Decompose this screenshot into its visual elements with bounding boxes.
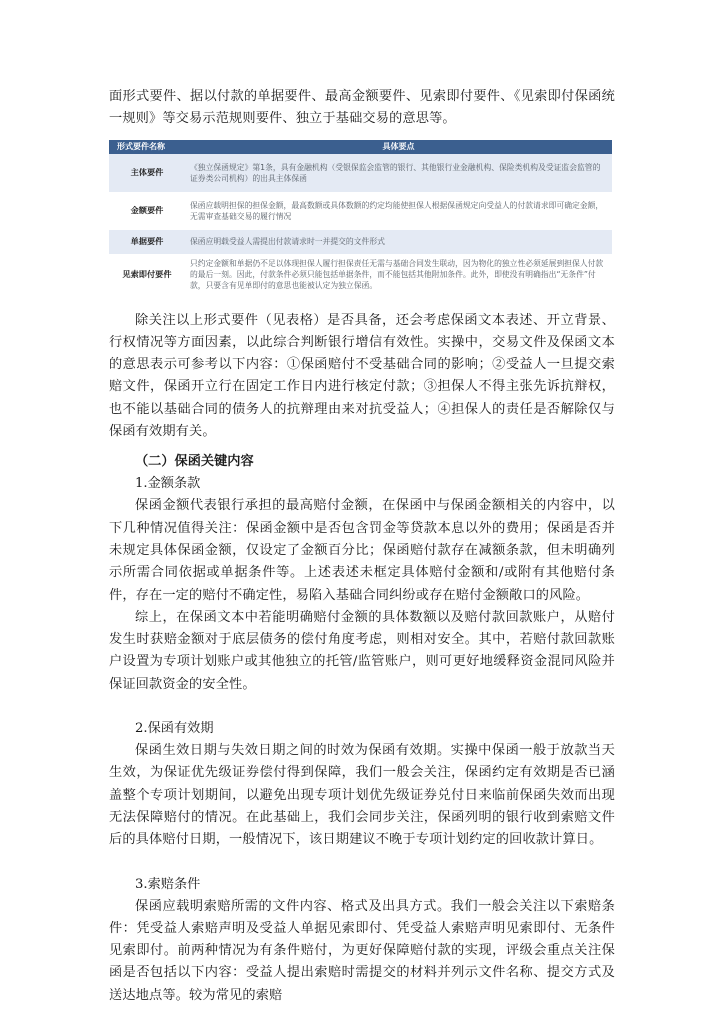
- row-name: 主体要件: [109, 154, 185, 192]
- sub3-paragraph-1: 保函应载明索赔所需的文件内容、格式及出具方式。我们一般会关注以下索赔条件：凭受益人索赔声明及受益人单据见索即付、凭受益人索赔声明见索即付、无条件见索即付。前两种情况为有条件赔付，为更好保障赔付款的实现，评级会重点关注保函是否包括以下内容：受益人提出索赔时需提交的材料并列示文件名称、提交方式及送达地点等。较为常见的索赔: [109, 898, 615, 1003]
- sub3-title: 3.索赔条件: [135, 876, 201, 892]
- requirements-table: [109, 140, 612, 296]
- table-row: [109, 254, 612, 296]
- sub1-title: 1.金额条款: [135, 476, 201, 492]
- table-row: [109, 154, 612, 192]
- row-detail: 保函应明载受益人需提出付款请求时一并提交的文件形式: [185, 230, 612, 254]
- table-header-row: [109, 140, 612, 154]
- table-row: [109, 192, 612, 230]
- spacer: [109, 696, 615, 718]
- sub2-title: 2.保函有效期: [135, 721, 214, 737]
- row-detail: 保函应载明担保的担保金额，最高数额或具体数额的约定均能使担保人根据保函规定向受益人的付款请求即可确定金额，无需审查基础交易的履行情况: [185, 192, 612, 230]
- intro-paragraph: 面形式要件、据以付款的单据要件、最高金额要件、见索即付要件、《见索即付保函统一规则》等交易示范规则要件、独立于基础交易的意思等。: [109, 89, 615, 127]
- header-requirement-name: 形式要件名称: [109, 140, 185, 154]
- sub1-paragraph-2: 综上，在保函文本中若能明确赔付金额的具体数额以及赔付款回款账户，从赔付发生时获赔金额对于底层债务的偿付角度考虑，则相对安全。其中，若赔付款回款账户设置为专项计划账户或其他独立的托管/监管账户，则可更好地缓释资金混同风险并保证回款资金的安全性。: [109, 609, 615, 692]
- row-name: 见索即付要件: [109, 254, 185, 296]
- row-name: 单据要件: [109, 230, 185, 254]
- para-after-table: 除关注以上形式要件（见表格）是否具备，还会考虑保函文本表述、开立背景、行权情况等方面因素，以此综合判断银行增信有效性。实操中，交易文件及保函文本的意思表示可参考以下内容：①保函赔付不受基础合同的影响；②受益人一旦提交索赔文件，保函开立行在固定工作日内进行核定付款；③担保人不得主张先诉抗辩权，也不能以基础合同的债务人的抗辩理由来对抗受益人；④担保人的责任是否解除仅与保函有效期有关。: [109, 312, 615, 440]
- sub1-paragraph-1: 保函金额代表银行承担的最高赔付金额，在保函中与保函金额相关的内容中，以下几种情况值得关注：保函金额中是否包含罚金等贷款本息以外的费用；保函是否并未规定具体保函金额，仅设定了金额百分比；保函赔付款存在减额条款，但未明确列示所需合同依据或单据条件等。上述表述未框定具体赔付金额和/或附有其他赔付条件，存在一定的赔付不确定性，易陷入基础合同纠纷或存在赔付金额敞口的风险。: [109, 498, 615, 603]
- row-name: 金额要件: [109, 192, 185, 230]
- spacer: [109, 852, 615, 874]
- table-row: [109, 230, 612, 254]
- document-page: [109, 86, 615, 1007]
- row-detail: 《独立保函规定》第1条，具有金融机构（受银保监会监管的银行、其他银行业金融机构、保险类机构及受证监会监管的证券类公司机构）的出具主体保函: [185, 154, 612, 192]
- sub2-paragraph-1: 保函生效日期与失效日期之间的时效为保函有效期。实操中保函一般于放款当天生效，为保证优先级证券偿付得到保障，我们一般会关注，保函约定有效期是否已涵盖整个专项计划期间，以避免出现专项计划优先级证券兑付日来临前保函失效而出现无法保障赔付的情况。在此基础上，我们会同步关注，保函列明的银行收到索赔文件后的具体赔付日期，一般情况下，该日期建议不晚于专项计划约定的回收款计算日。: [109, 743, 615, 848]
- header-details: 具体要点: [185, 140, 612, 154]
- row-detail: 只约定金额和单据仍不足以体现担保人履行担保责任无需与基础合同发生联动，因为物化的独立性必须延展到担保人付款的最后一刻。因此，付款条件必须只能包括单据条件，而不能包括其他附加条件。此外，即使没有明确指出“无条件”付款，只要含有见单即付的意思也能被认定为独立保函。: [185, 254, 612, 296]
- section-heading: （二）保函关键内容: [135, 454, 254, 470]
